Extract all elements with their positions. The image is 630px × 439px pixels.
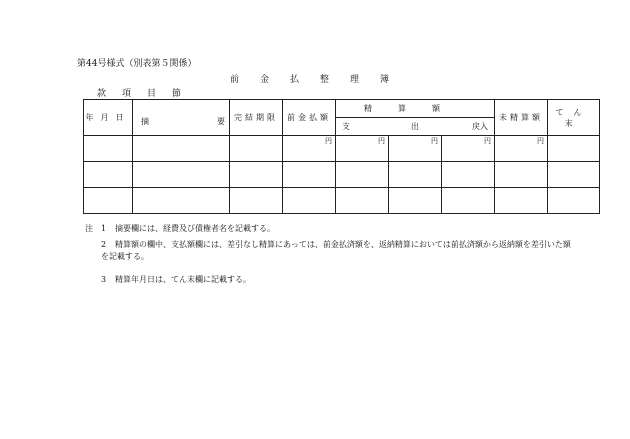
cell-tekiyo[interactable] <box>133 162 230 188</box>
table-row <box>84 136 600 162</box>
cell-out[interactable] <box>389 188 442 214</box>
cell-completion[interactable] <box>230 162 283 188</box>
cell-payment[interactable] <box>336 162 389 188</box>
note-item: 3 精算年月日は、てん末欄に記載する。 <box>101 275 251 284</box>
cell-date[interactable] <box>84 188 133 214</box>
cell-out[interactable] <box>389 162 442 188</box>
cell-out[interactable]: 円 <box>389 136 442 162</box>
header-unsettled-amount: 未精算額 <box>495 100 548 136</box>
cell-unsettled[interactable] <box>495 188 548 214</box>
table-row <box>84 162 600 188</box>
cell-payment[interactable] <box>336 188 389 214</box>
cell-advance[interactable] <box>283 162 336 188</box>
cell-date[interactable] <box>84 162 133 188</box>
note-label: 注 <box>85 224 93 233</box>
cell-tekiyo[interactable] <box>133 188 230 214</box>
budget-classification-line: 款項目節 <box>97 89 198 99</box>
cell-remarks[interactable] <box>548 162 600 188</box>
document-title: 前金払整理簿 <box>230 75 411 85</box>
cell-completion[interactable] <box>230 136 283 162</box>
cell-date[interactable] <box>84 136 133 162</box>
cell-payment[interactable]: 円 <box>336 136 389 162</box>
cell-completion[interactable] <box>230 188 283 214</box>
header-completion-deadline: 完結期限 <box>230 100 283 136</box>
cell-remarks[interactable] <box>548 136 600 162</box>
table-row <box>84 188 600 214</box>
advance-payment-ledger-table <box>83 99 600 214</box>
header-date: 年月日 <box>84 100 133 136</box>
header-advance-amount: 前金払額 <box>283 100 336 136</box>
header-tekiyo: 摘 要 <box>133 100 230 136</box>
cell-unsettled[interactable] <box>495 162 548 188</box>
note-item: 注 1 摘要欄には、経費及び債権者名を記載する。 <box>85 224 275 233</box>
header-settlement-subrow: 支 出 戻入 <box>336 118 495 136</box>
cell-refund[interactable]: 円 <box>442 136 495 162</box>
cell-advance[interactable]: 円 <box>283 136 336 162</box>
cell-advance[interactable] <box>283 188 336 214</box>
cell-tekiyo[interactable] <box>133 136 230 162</box>
cell-refund[interactable] <box>442 162 495 188</box>
cell-refund[interactable] <box>442 188 495 214</box>
cell-unsettled[interactable]: 円 <box>495 136 548 162</box>
header-settlement-amount: 精算額 <box>336 100 495 118</box>
note-item: 2 精算額の欄中、支払額欄には、差引なし精算にあっては、前金払済額を、返納精算においては前払済額から返納額を差引いた額を記載する。 <box>101 240 571 261</box>
cell-remarks[interactable] <box>548 188 600 214</box>
header-remarks: てん末 <box>548 100 600 136</box>
form-number: 第44号様式（別表第５関係） <box>77 59 197 69</box>
